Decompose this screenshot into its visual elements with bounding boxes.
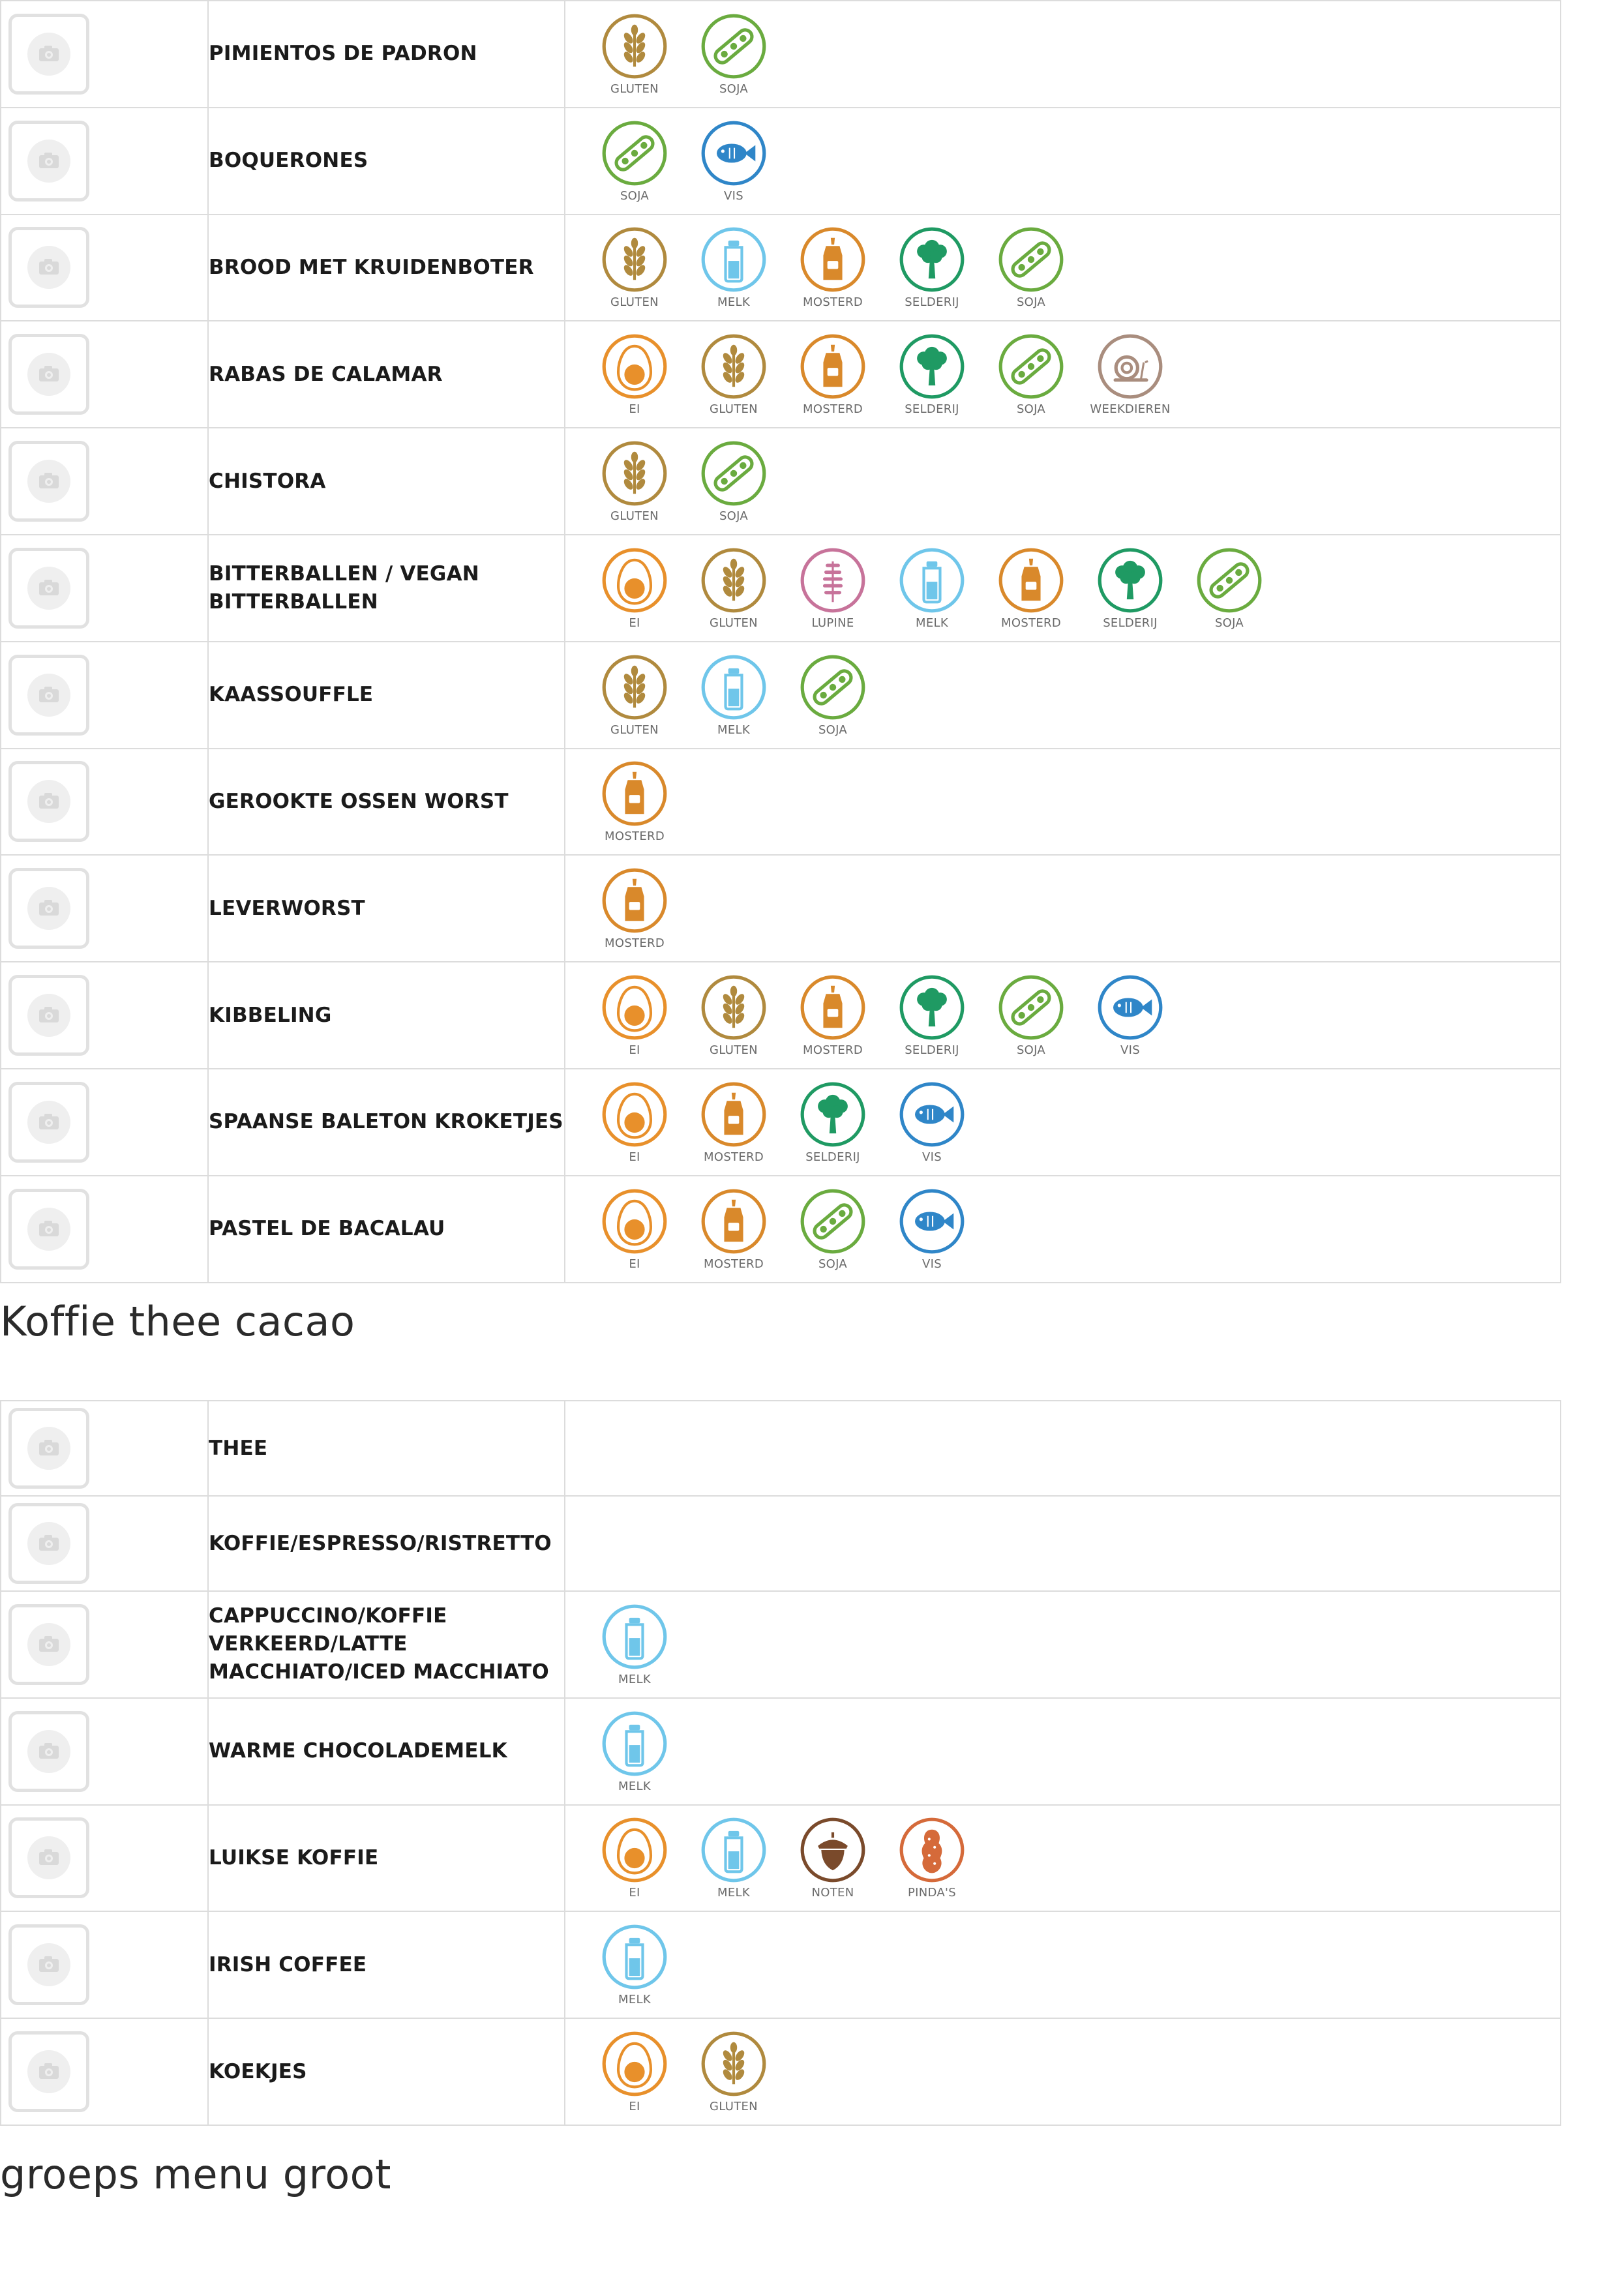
allergen-item: [1180, 546, 1279, 630]
table-row: [1, 321, 1561, 428]
allergen-item: [684, 1816, 783, 1900]
vis-icon: [898, 1081, 966, 1148]
image-cell: [1, 1069, 208, 1176]
lupine-icon: [799, 546, 867, 614]
dish-name: BITTERBALLEN / VEGAN BITTERBALLEN: [209, 561, 479, 614]
allergen-label: SOJA: [1214, 616, 1244, 630]
allergen-label: MELK: [618, 1993, 651, 2007]
allergen-label: GLUTEN: [710, 1043, 758, 1058]
allergens-cell: [565, 1698, 1561, 1805]
allergen-item: [684, 1081, 783, 1164]
image-cell: [1, 1698, 208, 1805]
allergen-list: [565, 974, 1560, 1057]
allergen-item: [1081, 974, 1180, 1057]
allergen-label: MELK: [717, 295, 750, 310]
allergen-list: [565, 867, 1560, 950]
allergens-cell: [565, 535, 1561, 642]
allergen-label: VIS: [922, 1150, 942, 1164]
melk-icon: [700, 653, 768, 721]
dish-name: CAPPUCCINO/KOFFIE VERKEERD/LATTE MACCHIATO/ICED MACCHIATO: [209, 1604, 549, 1684]
dish-name: GEROOKTE OSSEN WORST: [209, 789, 509, 813]
allergen-item: [981, 333, 1081, 416]
dish-name: RABAS DE CALAMAR: [209, 362, 443, 386]
ei-icon: [601, 546, 668, 614]
table-row: [1, 1, 1561, 108]
table-row: [1, 749, 1561, 856]
allergens-cell: [565, 321, 1561, 428]
pindas-icon: [898, 1816, 966, 1884]
allergen-item: [882, 226, 981, 309]
dish-name-cell: [208, 1069, 565, 1176]
allergen-label: SOJA: [719, 82, 749, 96]
dish-name: KAASSOUFFLE: [209, 683, 374, 707]
gluten-icon: [601, 653, 668, 721]
allergen-item: [684, 1187, 783, 1271]
selderij-icon: [1096, 546, 1164, 614]
soja-icon: [799, 653, 867, 721]
allergen-label: SOJA: [818, 723, 848, 737]
allergen-label: SELDERIJ: [905, 295, 959, 310]
dish-name-cell: [208, 1591, 565, 1698]
allergen-item: [981, 974, 1081, 1057]
allergens-cell: [565, 749, 1561, 856]
allergen-label: VIS: [922, 1257, 942, 1271]
allergen-item: [783, 1081, 882, 1164]
allergen-item: [684, 2030, 783, 2113]
allergens-cell: [565, 1401, 1561, 1496]
dish-name-cell: [208, 1401, 565, 1496]
allergen-item: [783, 974, 882, 1057]
allergen-label: VIS: [724, 188, 743, 203]
dish-name-cell: [208, 108, 565, 215]
mosterd-icon: [700, 1081, 768, 1148]
image-cell: [1, 855, 208, 962]
dish-name-cell: [208, 1698, 565, 1805]
allergen-item: [585, 119, 684, 203]
allergen-item: [882, 1081, 981, 1164]
allergen-label: GLUTEN: [610, 509, 659, 524]
allergen-item: [1081, 333, 1180, 416]
allergen-list: [565, 1816, 1560, 1900]
dish-name-cell: [208, 535, 565, 642]
soja-icon: [1195, 546, 1263, 614]
soja-icon: [700, 440, 768, 507]
table-row: [1, 1911, 1561, 2018]
allergens-cell: [565, 1591, 1561, 1698]
dish-name: SPAANSE BALETON KROKETJES: [209, 1110, 563, 1134]
allergen-item: [783, 333, 882, 416]
allergen-item: [585, 1710, 684, 1793]
allergen-label: GLUTEN: [710, 402, 758, 417]
dish-name-cell: [208, 2018, 565, 2125]
allergen-label: GLUTEN: [610, 295, 659, 310]
camera-placeholder-icon: [8, 1189, 89, 1270]
ei-icon: [601, 2030, 668, 2098]
allergen-item: [981, 226, 1081, 309]
allergen-item: [585, 1603, 684, 1686]
allergen-item: [585, 440, 684, 523]
dish-name: CHISTORA: [209, 469, 326, 493]
soja-icon: [700, 12, 768, 80]
allergen-item: [585, 226, 684, 309]
allergen-label: GLUTEN: [710, 616, 758, 630]
mosterd-icon: [601, 760, 668, 827]
dish-name: IRISH COFFEE: [209, 1952, 367, 1976]
dish-name-cell: [208, 1805, 565, 1912]
camera-placeholder-icon: [8, 1408, 89, 1489]
allergen-item: [882, 974, 981, 1057]
allergen-item: [585, 867, 684, 950]
allergens-cell: [565, 962, 1561, 1069]
image-cell: [1, 1496, 208, 1591]
weekdieren-icon: [1096, 333, 1164, 400]
allergens-cell: [565, 855, 1561, 962]
allergen-label: NOTEN: [811, 1886, 854, 1900]
dish-name: PIMIENTOS DE PADRON: [209, 42, 477, 66]
allergens-cell: [565, 428, 1561, 535]
dish-name-cell: [208, 962, 565, 1069]
gluten-icon: [700, 974, 768, 1041]
image-cell: [1, 1805, 208, 1912]
allergen-label: SOJA: [620, 188, 650, 203]
allergen-item: [882, 1187, 981, 1271]
table-row: [1, 428, 1561, 535]
dish-name: WARME CHOCOLADEMELK: [209, 1739, 507, 1763]
table-row: [1, 215, 1561, 321]
soja-icon: [997, 333, 1065, 400]
allergen-item: [585, 2030, 684, 2113]
allergen-list: [565, 1603, 1560, 1686]
vis-icon: [898, 1187, 966, 1255]
camera-placeholder-icon: [8, 975, 89, 1056]
dish-name: KIBBELING: [209, 1003, 332, 1027]
dish-name-cell: [208, 1911, 565, 2018]
allergen-item: [684, 333, 783, 416]
dish-name-cell: [208, 855, 565, 962]
dish-name: BROOD MET KRUIDENBOTER: [209, 255, 534, 279]
allergen-label: MOSTERD: [803, 402, 863, 417]
image-cell: [1, 642, 208, 749]
allergen-item: [585, 974, 684, 1057]
allergen-item: [684, 546, 783, 630]
gluten-icon: [601, 12, 668, 80]
camera-placeholder-icon: [8, 14, 89, 95]
image-cell: [1, 535, 208, 642]
allergens-cell: [565, 1176, 1561, 1283]
table-row: [1, 1176, 1561, 1283]
selderij-icon: [799, 1081, 867, 1148]
allergens-cell: [565, 1069, 1561, 1176]
allergen-list: [565, 1710, 1560, 1793]
allergen-label: EI: [629, 1886, 640, 1900]
allergens-cell: [565, 1496, 1561, 1591]
noten-icon: [799, 1816, 867, 1884]
allergen-list: [565, 1081, 1560, 1164]
camera-placeholder-icon: [8, 121, 89, 201]
melk-icon: [601, 1923, 668, 1991]
allergen-item: [783, 1816, 882, 1900]
dish-name-cell: [208, 1176, 565, 1283]
allergen-label: MOSTERD: [605, 936, 665, 951]
allergen-item: [585, 760, 684, 843]
allergen-label: MOSTERD: [803, 295, 863, 310]
allergen-label: SOJA: [1016, 402, 1046, 417]
allergen-label: MELK: [618, 1672, 651, 1686]
allergen-item: [882, 1816, 981, 1900]
dish-name: KOFFIE/ESPRESSO/RISTRETTO: [209, 1531, 552, 1555]
dish-name: PASTEL DE BACALAU: [209, 1217, 445, 1241]
allergen-label: EI: [629, 402, 640, 417]
gluten-icon: [601, 226, 668, 293]
allergen-label: SELDERIJ: [1103, 616, 1158, 630]
allergen-label: MOSTERD: [605, 829, 665, 844]
table-row: [1, 855, 1561, 962]
allergen-list: [565, 2030, 1560, 2113]
image-cell: [1, 428, 208, 535]
allergens-cell: [565, 2018, 1561, 2125]
image-cell: [1, 1911, 208, 2018]
allergen-list: [565, 546, 1560, 630]
allergen-item: [684, 653, 783, 737]
camera-placeholder-icon: [8, 1082, 89, 1163]
allergen-list: [565, 333, 1560, 416]
melk-icon: [700, 1816, 768, 1884]
allergen-item: [585, 333, 684, 416]
dish-name-cell: [208, 1, 565, 108]
image-cell: [1, 1401, 208, 1496]
allergen-item: [783, 1187, 882, 1271]
image-cell: [1, 108, 208, 215]
allergen-label: SELDERIJ: [805, 1150, 860, 1164]
allergens-cell: [565, 1911, 1561, 2018]
allergen-item: [684, 119, 783, 203]
camera-placeholder-icon: [8, 1604, 89, 1685]
image-cell: [1, 749, 208, 856]
ei-icon: [601, 974, 668, 1041]
dish-name: KOEKJES: [209, 2059, 307, 2083]
allergen-label: VIS: [1120, 1043, 1140, 1058]
allergen-label: MELK: [717, 723, 750, 737]
allergen-item: [684, 974, 783, 1057]
allergen-label: EI: [629, 1043, 640, 1058]
image-cell: [1, 1176, 208, 1283]
table-row: [1, 1069, 1561, 1176]
dish-name-cell: [208, 215, 565, 321]
table-row: [1, 642, 1561, 749]
table-row: [1, 1698, 1561, 1805]
gluten-icon: [700, 546, 768, 614]
vis-icon: [1096, 974, 1164, 1041]
allergen-label: EI: [629, 1150, 640, 1164]
allergen-item: [981, 546, 1081, 630]
allergen-label: SOJA: [719, 509, 749, 524]
allergen-label: MOSTERD: [803, 1043, 863, 1058]
allergens-cell: [565, 215, 1561, 321]
camera-placeholder-icon: [8, 227, 89, 308]
melk-icon: [898, 546, 966, 614]
allergens-cell: [565, 642, 1561, 749]
allergen-label: GLUTEN: [710, 2100, 758, 2114]
allergen-item: [585, 1923, 684, 2006]
melk-icon: [601, 1710, 668, 1778]
ei-icon: [601, 333, 668, 400]
allergen-label: MOSTERD: [704, 1257, 764, 1271]
mosterd-icon: [997, 546, 1065, 614]
dish-name: LUIKSE KOFFIE: [209, 1845, 379, 1870]
camera-placeholder-icon: [8, 1503, 89, 1584]
table-row: [1, 1401, 1561, 1496]
allergen-label: SELDERIJ: [905, 1043, 959, 1058]
allergen-item: [585, 1816, 684, 1900]
selderij-icon: [898, 226, 966, 293]
soja-icon: [997, 226, 1065, 293]
mosterd-icon: [799, 974, 867, 1041]
allergen-item: [585, 653, 684, 737]
section-heading-koffie: Koffie thee cacao: [0, 1298, 355, 1345]
allergen-item: [585, 1081, 684, 1164]
allergen-list: [565, 226, 1560, 309]
allergen-list: [565, 12, 1560, 96]
dish-name-cell: [208, 749, 565, 856]
allergen-label: LUPINE: [811, 616, 854, 630]
allergen-item: [783, 226, 882, 309]
camera-placeholder-icon: [8, 761, 89, 842]
allergen-label: MELK: [916, 616, 948, 630]
section-heading-groepsmenu: groeps menu groot: [0, 2151, 391, 2198]
allergen-list: [565, 119, 1560, 203]
dish-name-cell: [208, 321, 565, 428]
allergen-list: [565, 1187, 1560, 1271]
table-row: [1, 535, 1561, 642]
table-row: [1, 2018, 1561, 2125]
camera-placeholder-icon: [8, 655, 89, 736]
ei-icon: [601, 1187, 668, 1255]
dish-name: BOQUERONES: [209, 149, 368, 173]
image-cell: [1, 1591, 208, 1698]
allergens-cell: [565, 1805, 1561, 1912]
camera-placeholder-icon: [8, 548, 89, 629]
image-cell: [1, 1, 208, 108]
allergen-item: [684, 440, 783, 523]
allergen-label: MOSTERD: [704, 1150, 764, 1164]
allergen-label: SOJA: [1016, 1043, 1046, 1058]
camera-placeholder-icon: [8, 441, 89, 522]
camera-placeholder-icon: [8, 334, 89, 415]
allergen-label: SOJA: [1016, 295, 1046, 310]
allergen-item: [882, 333, 981, 416]
allergen-label: MELK: [717, 1886, 750, 1900]
soja-icon: [799, 1187, 867, 1255]
table-row: [1, 1591, 1561, 1698]
image-cell: [1, 2018, 208, 2125]
mosterd-icon: [601, 867, 668, 934]
allergen-list: [565, 653, 1560, 737]
allergen-item: [585, 546, 684, 630]
soja-icon: [601, 119, 668, 187]
allergen-label: SELDERIJ: [905, 402, 959, 417]
camera-placeholder-icon: [8, 868, 89, 949]
gluten-icon: [601, 440, 668, 507]
selderij-icon: [898, 974, 966, 1041]
camera-placeholder-icon: [8, 1924, 89, 2005]
mosterd-icon: [700, 1187, 768, 1255]
allergen-label: GLUTEN: [610, 723, 659, 737]
allergen-list: [565, 760, 1560, 843]
allergen-table-koffie: [0, 1400, 1561, 2126]
camera-placeholder-icon: [8, 1817, 89, 1898]
selderij-icon: [898, 333, 966, 400]
camera-placeholder-icon: [8, 2031, 89, 2112]
vis-icon: [700, 119, 768, 187]
allergen-item: [684, 226, 783, 309]
allergen-label: MOSTERD: [1001, 616, 1061, 630]
image-cell: [1, 215, 208, 321]
allergen-list: [565, 440, 1560, 523]
allergen-item: [585, 12, 684, 96]
mosterd-icon: [799, 226, 867, 293]
mosterd-icon: [799, 333, 867, 400]
dish-name: THEE: [209, 1436, 268, 1460]
allergen-label: MELK: [618, 1779, 651, 1793]
allergen-item: [882, 546, 981, 630]
allergen-label: EI: [629, 616, 640, 630]
ei-icon: [601, 1816, 668, 1884]
allergen-item: [783, 546, 882, 630]
image-cell: [1, 321, 208, 428]
camera-placeholder-icon: [8, 1711, 89, 1792]
allergen-label: GLUTEN: [610, 82, 659, 96]
table-row: [1, 1496, 1561, 1591]
allergens-cell: [565, 108, 1561, 215]
allergen-label: WEEKDIEREN: [1090, 402, 1171, 417]
gluten-icon: [700, 2030, 768, 2098]
allergen-item: [684, 12, 783, 96]
allergen-item: [783, 653, 882, 737]
allergen-item: [1081, 546, 1180, 630]
dish-name-cell: [208, 1496, 565, 1591]
allergen-label: EI: [629, 1257, 640, 1271]
dish-name-cell: [208, 428, 565, 535]
table-row: [1, 962, 1561, 1069]
table-row: [1, 1805, 1561, 1912]
gluten-icon: [700, 333, 768, 400]
image-cell: [1, 962, 208, 1069]
allergen-item: [585, 1187, 684, 1271]
allergen-label: PINDA'S: [908, 1886, 956, 1900]
melk-icon: [700, 226, 768, 293]
dish-name: LEVERWORST: [209, 896, 365, 920]
ei-icon: [601, 1081, 668, 1148]
table-row: [1, 108, 1561, 215]
allergen-list: [565, 1923, 1560, 2006]
allergen-label: EI: [629, 2100, 640, 2114]
soja-icon: [997, 974, 1065, 1041]
allergens-cell: [565, 1, 1561, 108]
dish-name-cell: [208, 642, 565, 749]
melk-icon: [601, 1603, 668, 1671]
allergen-label: SOJA: [818, 1257, 848, 1271]
